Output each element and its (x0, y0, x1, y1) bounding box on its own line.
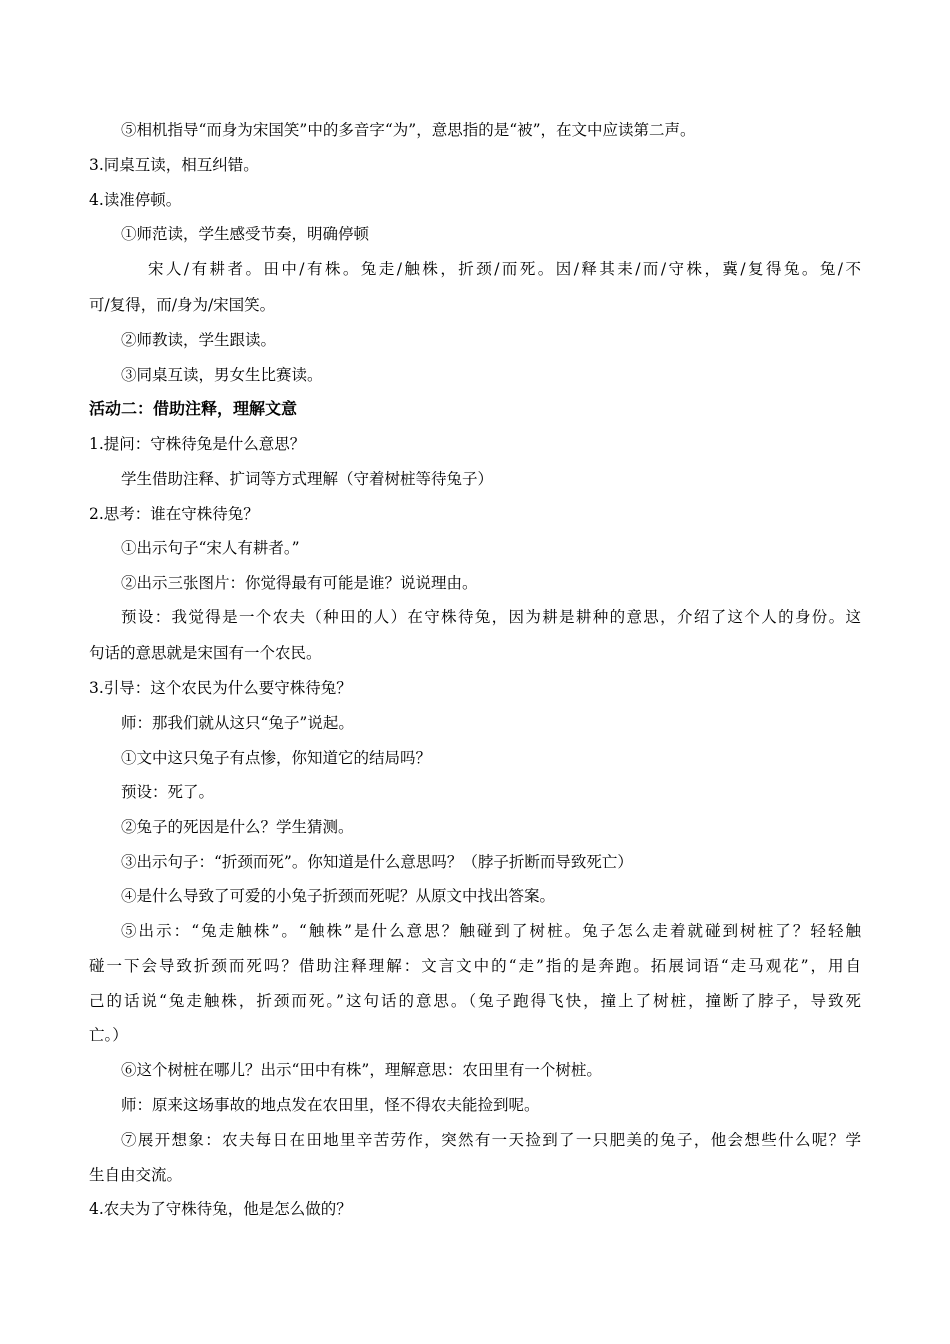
paragraph-line: 句话的意思就是宋国有一个农民。 (89, 644, 322, 662)
paragraph-line: ③出示句子：“折颈而死”。你知道是什么意思吗？（脖子折断而导致死亡） (121, 853, 633, 871)
paragraph-line: 生自由交流。 (89, 1166, 183, 1184)
paragraph-line: ①文中这只兔子有点惨，你知道它的结局吗？ (121, 749, 432, 767)
paragraph-line: 师：那我们就从这只“兔子”说起。 (121, 714, 354, 732)
paragraph-line: 4.农夫为了守株待兔，他是怎么做的？ (89, 1200, 352, 1218)
paragraph-line: ⑤相机指导“而身为宋国笑”中的多音字“为”，意思指的是“被”，在文中应读第二声。 (121, 121, 696, 139)
paragraph-line: 己的话说“兔走触株，折颈而死。”这句话的意思。（兔子跑得飞快，撞上了树桩，撞断了脖子，导致死 (89, 992, 861, 1010)
paragraph-line: 1.提问：守株待兔是什么意思？ (89, 435, 306, 453)
section-heading: 活动二：借助注释，理解文意 (89, 399, 298, 418)
paragraph-line: ②兔子的死因是什么？学生猜测。 (121, 818, 354, 836)
paragraph-line: 亡。） (89, 1026, 128, 1044)
paragraph-line: ④是什么导致了可爱的小兔子折颈而死呢？从原文中找出答案。 (121, 887, 556, 905)
paragraph-line: 学生借助注释、扩词等方式理解（守着树桩等待兔子） (121, 470, 494, 488)
paragraph-line: ⑤出示：“兔走触株”。“触株”是什么意思？触碰到了树桩。兔子怎么走着就碰到树桩了？轻轻触 (121, 922, 861, 940)
paragraph-line: 2.思考：谁在守株待兔？ (89, 505, 259, 523)
paragraph-line: ②师教读，学生跟读。 (121, 331, 277, 349)
paragraph-line: 3.同桌互读，相互纠错。 (89, 156, 259, 174)
paragraph-line: 宋人/有耕者。田中/有株。兔走/触株，折颈/而死。因/释其耒/而/守株，冀/复得兔。兔/不 (148, 260, 861, 278)
paragraph-line: 4.读准停顿。 (89, 191, 182, 209)
paragraph-line: ①师范读，学生感受节奏，明确停顿 (121, 225, 370, 243)
paragraph-line: 预设：死了。 (121, 783, 215, 801)
paragraph-line: ⑦展开想象：农夫每日在田地里辛苦劳作，突然有一天捡到了一只肥美的兔子，他会想些什么呢？学 (121, 1131, 861, 1149)
paragraph-line: ①出示句子“宋人有耕者。” (121, 539, 300, 557)
paragraph-line: 预设：我觉得是一个农夫（种田的人）在守株待兔，因为耕是耕种的意思，介绍了这个人的身份。这 (121, 608, 861, 626)
paragraph-line: 师：原来这场事故的地点发在农田里，怪不得农夫能捡到呢。 (121, 1096, 540, 1114)
paragraph-line: 碰一下会导致折颈而死吗？借助注释理解：文言文中的“走”指的是奔跑。拓展词语“走马观花”，用自 (89, 957, 861, 975)
paragraph-line: ⑥这个树桩在哪儿？出示“田中有株”，理解意思：农田里有一个树桩。 (121, 1061, 602, 1079)
paragraph-line: 可/复得，而/身为/宋国笑。 (89, 296, 276, 314)
paragraph-line: ③同桌互读，男女生比赛读。 (121, 366, 323, 384)
paragraph-line: 3.引导：这个农民为什么要守株待兔？ (89, 679, 352, 697)
paragraph-line: ②出示三张图片：你觉得最有可能是谁？说说理由。 (121, 574, 478, 592)
